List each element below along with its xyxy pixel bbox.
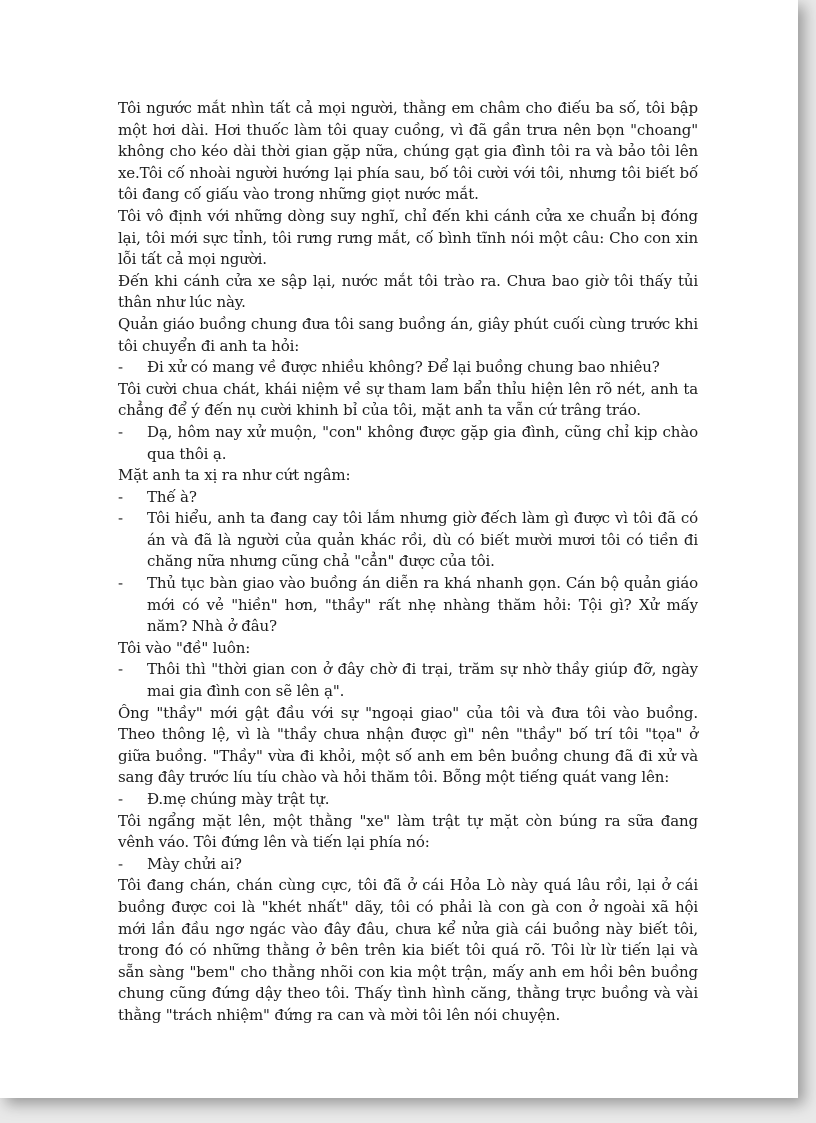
dialogue-line xyxy=(118,508,698,573)
dialogue-text: Đi xử có mang về được nhiều không? Để lại buồng chung bao nhiêu? xyxy=(147,358,660,377)
dash-bullet: - xyxy=(118,574,123,593)
paragraph: Tôi vô định với những dòng suy nghĩ, chỉ đến khi cánh cửa xe chuẩn bị đóng lại, tôi mới sực tỉnh, tôi rưng rưng mắt, cố bình tĩnh nói một câu: Cho con xin lỗi tất cả mọi người. xyxy=(118,206,698,269)
dialogue-line xyxy=(118,573,698,638)
dialogue-text: Đ.mẹ chúng mày trật tự. xyxy=(147,790,330,808)
paragraph: Tôi cười chua chát, khái niệm về sự tham lam bẩn thỉu hiện lên rõ nét, anh ta chẳng để ý đến nụ cười khinh bỉ của tôi, mặt anh ta vẫn cứ trâng tráo. xyxy=(118,379,698,420)
paragraph: Tôi ngước mắt nhìn tất cả mọi người, thằng em châm cho điếu ba số, tôi bập một hơi dài. Hơi thuốc làm tôi quay cuồng, vì đã gần trưa nên bọn "choang" không cho kéo dài thời gian gặp nữa, chúng gạt gia đình tôi ra và bảo tôi lên xe.Tôi cố nhoài người hướng lại phía sau, bố tôi cười với tôi, nhưng tôi biết bố tôi đang cố giấu vào trong những giọt nước mắt. xyxy=(118,99,698,204)
dialogue-line xyxy=(118,487,698,509)
dialogue-text: Mày chửi ai? xyxy=(147,854,242,873)
dash-bullet: - xyxy=(118,358,123,377)
paragraph: Tôi đang chán, chán cùng cực, tôi đã ở cái Hỏa Lò này quá lâu rồi, lại ở cái buồng được coi là "khét nhất" dãy, tôi có phải là con gà con ở ngoài xã hội mới lần đầu ngơ ngác vào đây đâu, chưa kể nửa già cái buồng này biết tôi, trong đó có những thằng ở bên trên kia biết tôi quá rõ. Tôi lừ lừ tiến lại và sẵn sàng "bem" cho thằng nhõi con kia một trận, mấy anh em hồi bên buồng chung cũng đứng dậy theo tôi. Thấy tình hình căng, thằng trực buồng và vài thằng "trách nhiệm" đứng ra can và mời tôi lên nói chuyện. xyxy=(118,876,698,1024)
paragraph: Mặt anh ta xị ra như cứt ngâm: xyxy=(118,466,351,485)
dash-bullet: - xyxy=(118,422,123,441)
paragraph: Quản giáo buồng chung đưa tôi sang buồng án, giây phút cuối cùng trước khi tôi chuyển đi anh ta hỏi: xyxy=(118,314,698,355)
paragraph: Ông "thầy" mới gật đầu với sự "ngoại giao" của tôi và đưa tôi vào buồng. Theo thông lệ, vì là "thầy chưa nhận được gì" nên "thầy" bố trí tôi "tọa" ở giữa buồng. "Thầy" vừa đi khỏi, một số anh em bên buồng chung đã đi xử và sang đây trước líu tíu chào và hỏi thăm tôi. Bỗng một tiếng quát vang lên: xyxy=(118,703,698,787)
dialogue-line xyxy=(118,659,698,702)
dialogue-text: Tôi hiểu, anh ta đang cay tôi lắm nhưng giờ đếch làm gì được vì tôi đã có án và đã là người của quản khác rồi, dù có biết mười mươi tôi có tiền đi chăng nữa nhưng cũng chả "cẳn" được của tôi. xyxy=(147,509,698,571)
dialogue-text: Dạ, hôm nay xử muộn, "con" không được gặp gia đình, cũng chỉ kịp chào qua thôi ạ. xyxy=(147,422,698,463)
dialogue-text: Thủ tục bàn giao vào buồng án diễn ra khá nhanh gọn. Cán bộ quản giáo mới có vẻ "hiền" hơn, "thầy" rất nhẹ nhàng thăm hỏi: Tội gì? Xử mấy năm? Nhà ở đâu? xyxy=(147,574,698,636)
dialogue-line xyxy=(118,422,698,465)
page-text xyxy=(118,98,698,1027)
paragraph: Đến khi cánh cửa xe sập lại, nước mắt tôi trào ra. Chưa bao giờ tôi thấy tủi thân như lúc này. xyxy=(118,271,698,312)
paragraph: Tôi ngẩng mặt lên, một thằng "xe" làm trật tự mặt còn búng ra sữa đang vênh váo. Tôi đứng lên và tiến lại phía nó: xyxy=(118,811,698,852)
dialogue-text: Thế à? xyxy=(147,487,197,506)
dialogue-line xyxy=(118,854,698,876)
dialogue-text: Thôi thì "thời gian con ở đây chờ đi trại, trăm sự nhờ thầy giúp đỡ, ngày mai gia đình con sẽ lên ạ". xyxy=(147,660,698,701)
dash-bullet: - xyxy=(118,509,123,528)
dash-bullet: - xyxy=(118,854,123,873)
dialogue-line xyxy=(118,357,698,379)
dialogue-line xyxy=(118,789,698,811)
dash-bullet: - xyxy=(118,790,123,808)
paragraph: Tôi vào "đề" luôn: xyxy=(118,638,251,657)
dash-bullet: - xyxy=(118,487,123,506)
dash-bullet: - xyxy=(118,660,123,679)
